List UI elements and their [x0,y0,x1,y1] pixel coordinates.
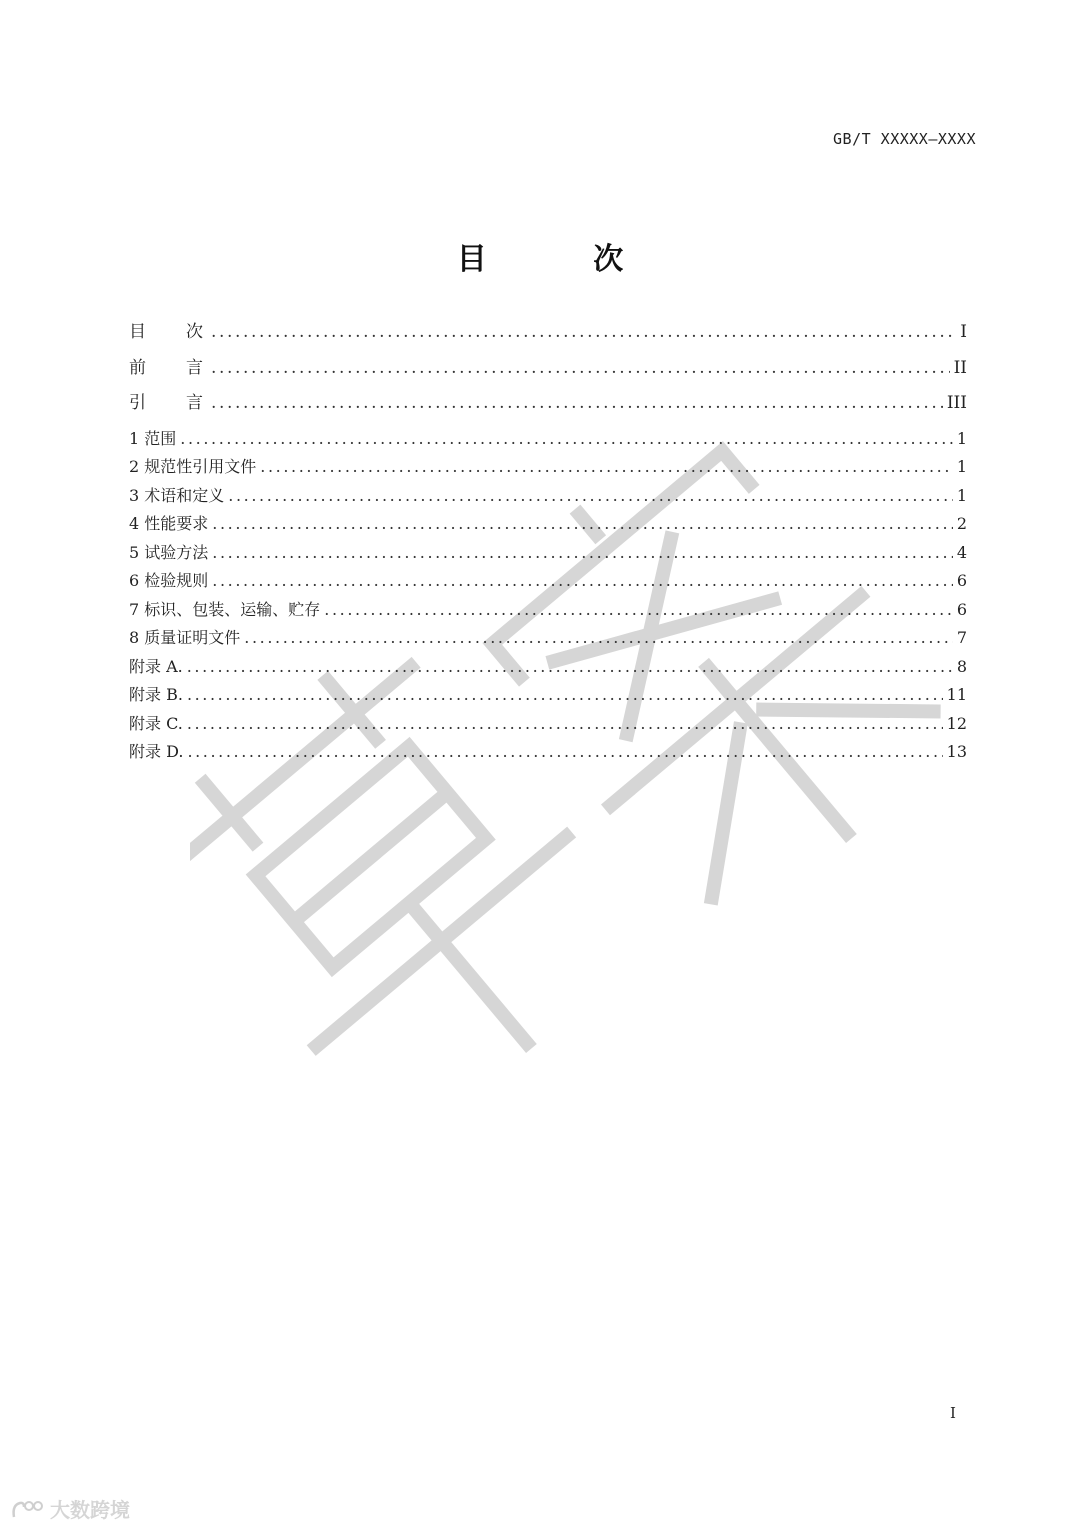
toc-item-appendix-c[interactable] [129,714,967,743]
toc-item-test-methods[interactable] [129,543,967,572]
toc-dot-leader [324,600,953,620]
toc-item-appendix-d[interactable] [129,742,967,771]
page-title: 目 次 [456,242,672,277]
toc-dot-leader [228,486,953,506]
toc-item-normative-references[interactable] [129,457,967,486]
toc-item-label: 附录 C. [129,713,183,733]
toc-item-label: 6 检验规则 [129,571,209,590]
brand-logo-icon [10,1497,44,1521]
toc-dot-leader [180,429,953,449]
toc-page-number: 8 [956,656,967,676]
toc-dot-leader [212,571,953,591]
toc-item-scope[interactable] [129,429,967,458]
toc-dot-leader [187,742,942,762]
toc-item-quality-certificate[interactable] [129,628,967,657]
toc-item-label: 1 范围 [129,428,177,448]
toc-item-label: 附录 A. [129,656,183,676]
toc-page-number: 13 [946,742,967,761]
toc-page-number: 12 [946,713,967,733]
toc-page-number: I [960,322,967,342]
toc-item-inspection-rules[interactable] [129,571,967,600]
standard-code: GB/T XXXXX—XXXX [833,130,976,148]
toc-item-performance-requirements[interactable] [129,514,967,543]
toc-item-appendix-a[interactable] [129,657,967,686]
toc-item-yinyan[interactable] [129,393,967,429]
toc-page-number: 11 [946,685,967,704]
toc-page-number: 4 [956,542,967,562]
toc-item-label: 5 试验方法 [129,542,209,562]
toc-item-marking-packaging[interactable] [129,600,967,629]
toc-page-number: 6 [956,571,967,590]
toc-item-label: 8 质量证明文件 [129,628,241,647]
toc-dot-leader [244,628,953,648]
toc-item-label: 2 规范性引用文件 [129,457,257,476]
toc-page-number: 1 [956,457,967,476]
toc-dot-leader [212,543,953,563]
toc-item-mulu[interactable] [129,322,967,358]
toc-item-qianyan[interactable] [129,358,967,394]
toc-page-number: 7 [956,628,967,647]
toc-dot-leader [187,657,953,677]
toc-page-number: III [946,393,967,413]
toc-page-number: 2 [956,514,967,533]
toc-item-label: 7 标识、包装、运输、贮存 [129,599,321,619]
toc-item-terms-definitions[interactable] [129,486,967,515]
toc-dot-leader [212,514,953,534]
toc-dot-leader [187,685,943,705]
toc-dot-leader [211,322,953,342]
brand-text: 大数跨境 [50,1498,130,1522]
toc-item-label: 3 术语和定义 [129,485,225,505]
toc-dot-leader [211,358,950,378]
toc-page-number: 1 [956,485,967,505]
page-footer-number: I [950,1404,956,1422]
toc-dot-leader [211,393,943,413]
toc-dot-leader [187,714,943,734]
toc-item-label: 前言 [129,357,243,378]
toc-item-appendix-b[interactable] [129,685,967,714]
toc-page-number: 6 [956,599,967,619]
table-of-contents [129,322,967,771]
toc-item-label: 目次 [129,322,243,342]
brand-watermark [10,1494,130,1523]
toc-page-number: 1 [956,428,967,448]
toc-item-label: 4 性能要求 [129,514,209,533]
toc-item-label: 附录 B. [129,685,183,704]
toc-dot-leader [260,457,953,477]
toc-item-label: 附录 D. [129,742,184,761]
toc-page-number: II [953,357,967,378]
toc-item-label: 引言 [129,393,243,413]
